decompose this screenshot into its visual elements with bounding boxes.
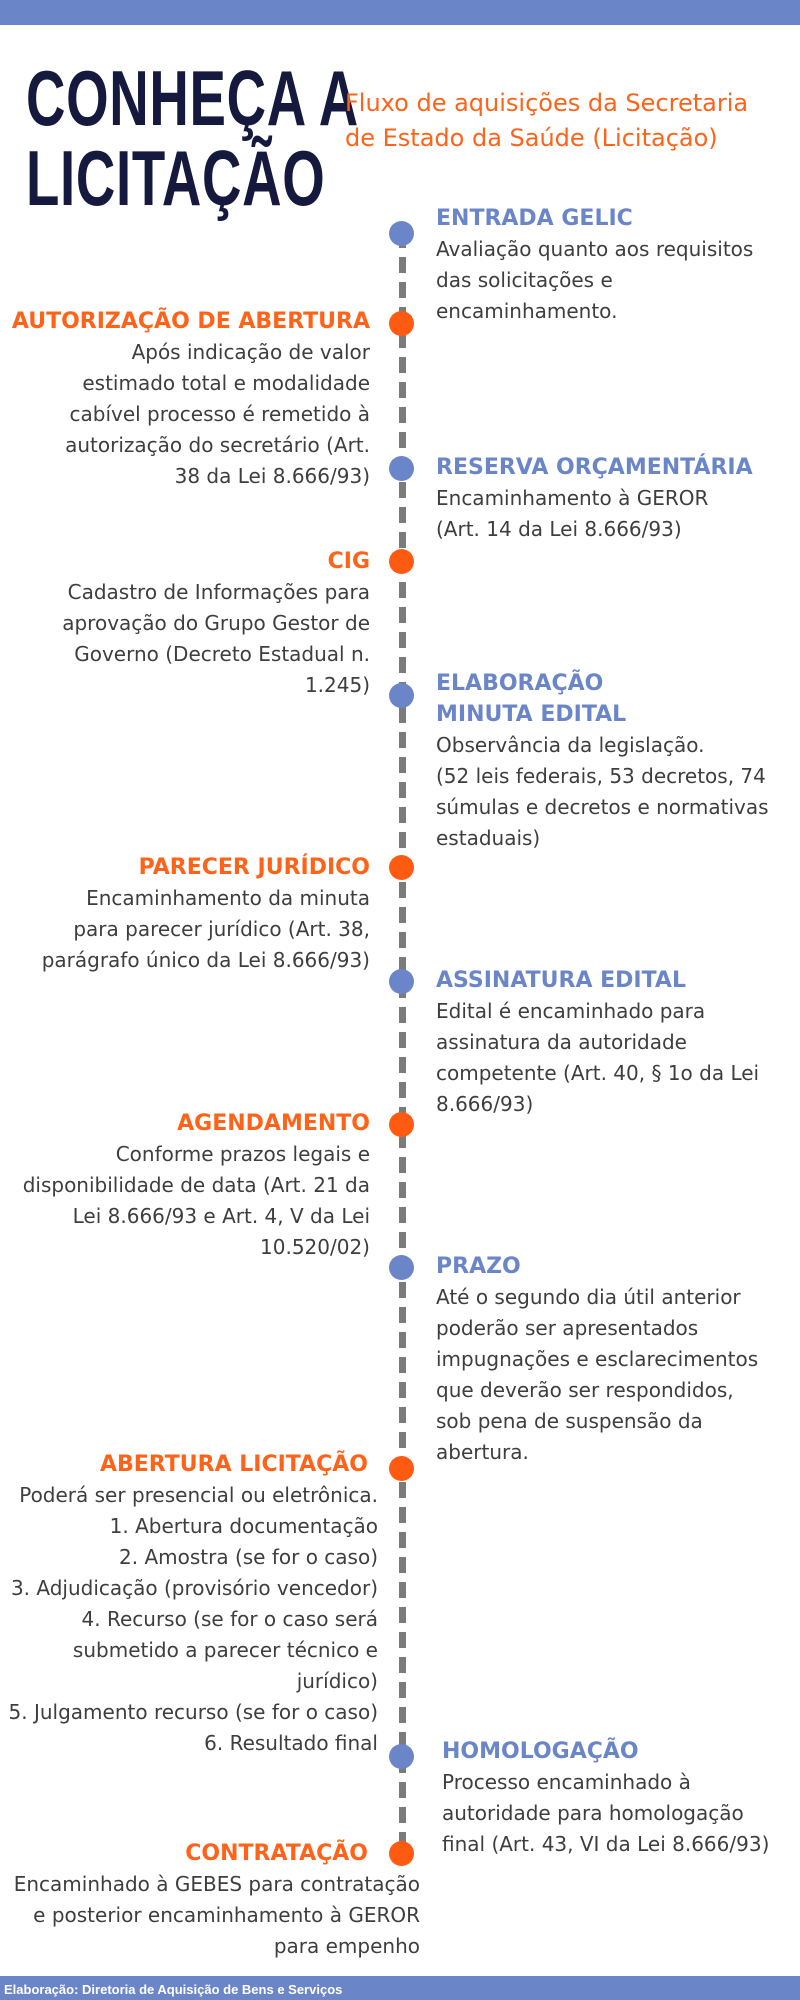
step-title: PRAZO xyxy=(436,1254,521,1279)
step-description: Edital é encaminhado para assinatura da autoridade competente (Art. 40, § 1o da Lei 8.666/93) xyxy=(436,999,760,1116)
step-contratacao xyxy=(2,1838,420,1962)
step-title: HOMOLOGAÇÃO xyxy=(442,1739,639,1764)
timeline-dot-parecer xyxy=(389,855,414,880)
timeline-dot-elaboracao xyxy=(389,683,414,708)
timeline-dot-prazo xyxy=(389,1255,414,1280)
step-reserva-orcamentaria xyxy=(436,452,796,545)
step-description: Avaliação quanto aos requisitos das solicitações e encaminhamento. xyxy=(436,237,754,323)
step-title: CIG xyxy=(327,549,370,574)
timeline-dot-entrada-gelic xyxy=(389,221,414,246)
step-description: Até o segundo dia útil anterior poderão ser apresentados impugnações e esclarecimentos que deverão ser respondidos, sob pena de suspensão da abertura. xyxy=(436,1285,759,1464)
step-description: Poderá ser presencial ou eletrônica. 1. Abertura documentação 2. Amostra (se for o caso) 3. Adjudicação (provisório vencedor) 4. Recurso (se for o caso será submetido a parecer técnico e jurídico) 5. Julgamento recurso (se for o caso) 6. Resultado final xyxy=(8,1483,378,1755)
step-title: ELABORAÇÃO MINUTA EDITAL xyxy=(436,671,627,727)
timeline-dot-autorizacao xyxy=(389,311,414,336)
step-prazo xyxy=(436,1251,796,1468)
step-description: Processo encaminhado à autoridade para homologação final (Art. 43, VI da Lei 8.666/93) xyxy=(442,1770,770,1856)
step-abertura-licitacao xyxy=(2,1449,378,1759)
step-title: AUTORIZAÇÃO DE ABERTURA xyxy=(11,309,370,334)
step-description: Encaminhado à GEBES para contratação e posterior encaminhamento à GEROR para empenho xyxy=(13,1872,420,1958)
page-subtitle: Fluxo de aquisições da Secretaria de Estado da Saúde (Licitação) xyxy=(345,89,749,152)
footer-credit: Elaboração: Diretoria de Aquisição de Bens e Serviços xyxy=(4,1982,343,1997)
page-title-line2: LICITAÇÃO xyxy=(26,134,326,222)
timeline-dot-assinatura xyxy=(389,969,414,994)
step-agendamento xyxy=(10,1108,370,1263)
step-homologacao xyxy=(442,1736,796,1860)
step-title: RESERVA ORÇAMENTÁRIA xyxy=(436,455,753,480)
footer-bar xyxy=(0,1976,800,2000)
step-title: ASSINATURA EDITAL xyxy=(436,968,686,993)
step-title: AGENDAMENTO xyxy=(177,1111,370,1136)
timeline-dot-homologacao xyxy=(389,1744,414,1769)
timeline-dot-reserva xyxy=(389,456,414,481)
step-parecer-juridico xyxy=(10,852,370,976)
step-elaboracao-minuta xyxy=(436,668,796,854)
step-assinatura-edital xyxy=(436,965,796,1120)
step-title: ABERTURA LICITAÇÃO xyxy=(99,1452,368,1477)
timeline-dot-abertura xyxy=(389,1456,414,1481)
top-bar xyxy=(0,0,800,25)
step-entrada-gelic xyxy=(436,203,796,327)
step-description: Conforme prazos legais e disponibilidade de data (Art. 21 da Lei 8.666/93 e Art. 4, V da Lei 10.520/02) xyxy=(22,1142,370,1259)
step-description: Encaminhamento à GEROR (Art. 14 da Lei 8.666/93) xyxy=(436,486,709,541)
step-title: ENTRADA GELIC xyxy=(436,206,633,231)
step-autorizacao-abertura xyxy=(10,306,370,492)
step-title: PARECER JURÍDICO xyxy=(138,855,370,880)
step-description: Observância da legislação. (52 leis federais, 53 decretos, 74 súmulas e decretos e normativas estaduais) xyxy=(436,733,769,850)
page-title xyxy=(26,54,359,222)
step-description: Após indicação de valor estimado total e modalidade cabível processo é remetido à autorização do secretário (Art. 38 da Lei 8.666/93) xyxy=(65,340,370,488)
step-cig xyxy=(10,546,370,701)
page-title-line1: CONHEÇA A xyxy=(26,54,359,142)
step-title: CONTRATAÇÃO xyxy=(185,1841,368,1866)
step-description: Cadastro de Informações para aprovação do Grupo Gestor de Governo (Decreto Estadual n. 1.245) xyxy=(62,580,370,697)
step-description: Encaminhamento da minuta para parecer jurídico (Art. 38, parágrafo único da Lei 8.666/93) xyxy=(41,886,370,972)
timeline-dot-agendamento xyxy=(389,1112,414,1137)
timeline-dot-cig xyxy=(389,549,414,574)
